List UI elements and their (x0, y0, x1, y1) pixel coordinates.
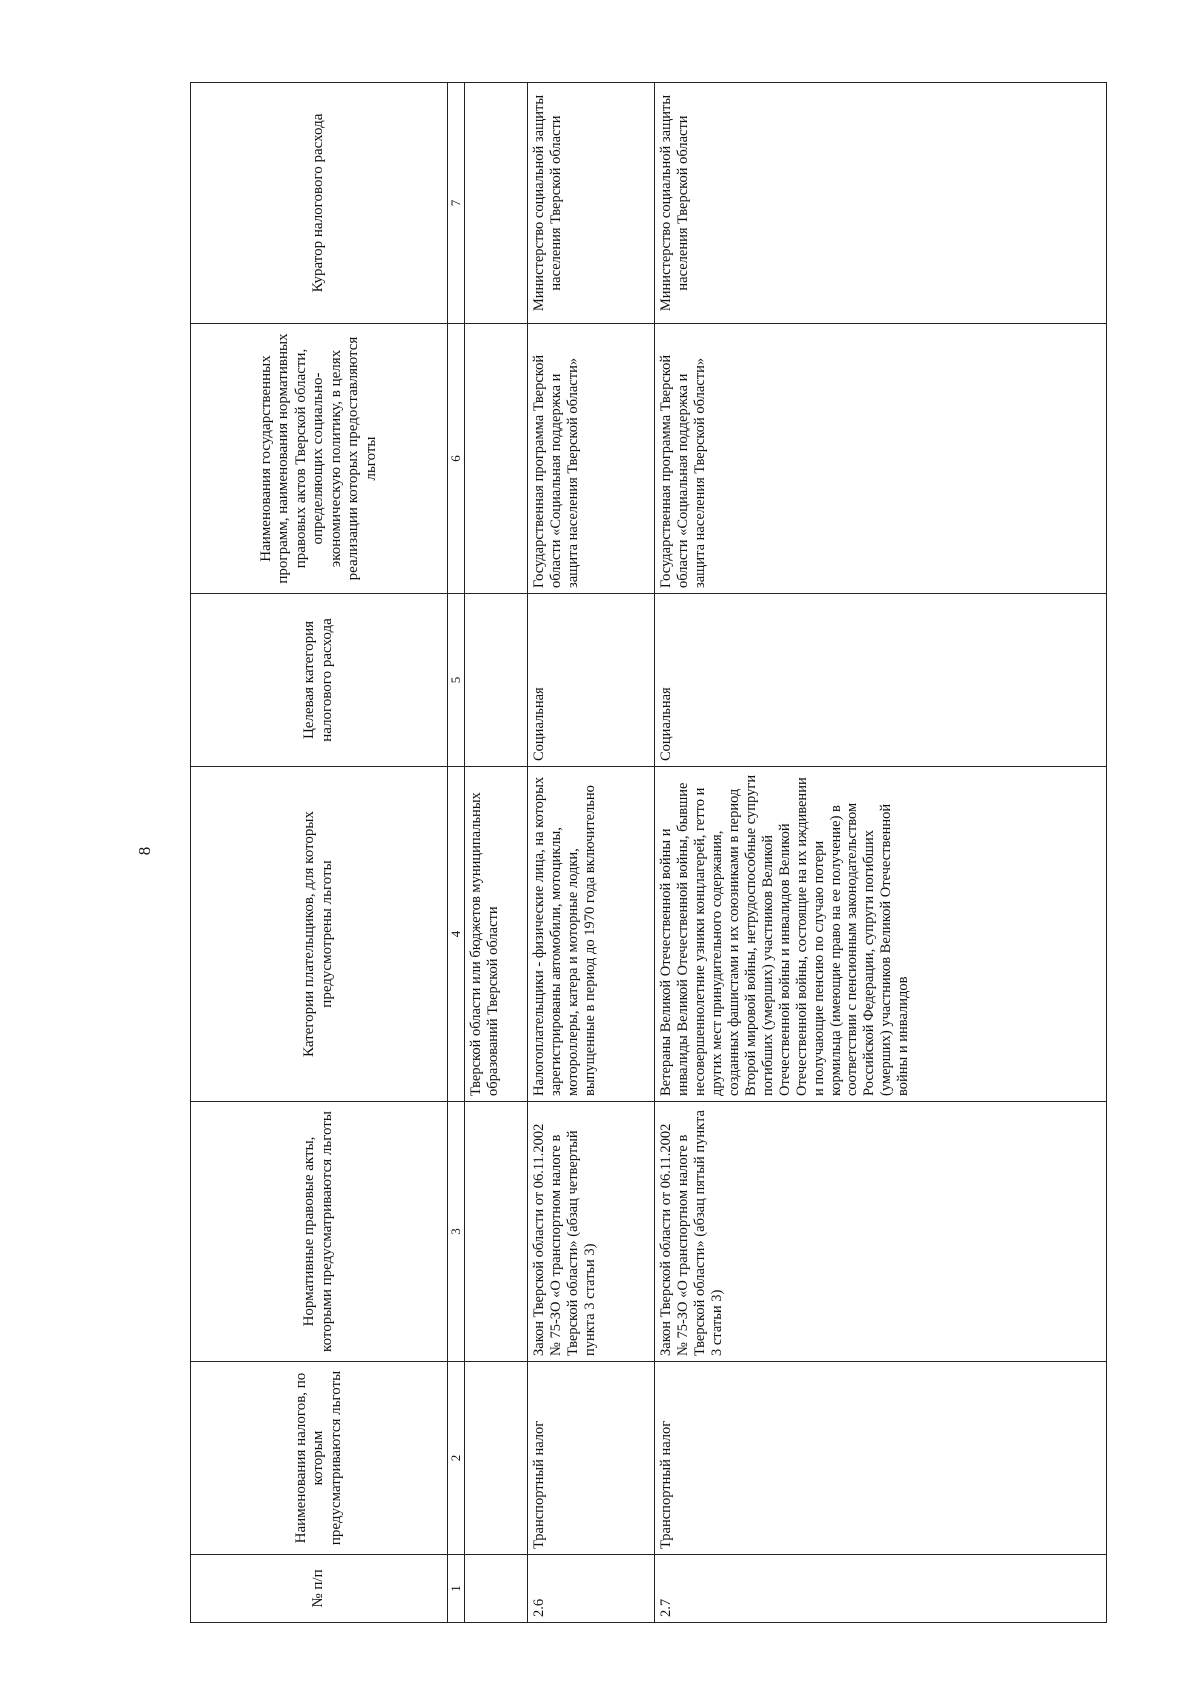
cell-program: Государственная программа Тверской области «Социальная поддержка и защита населения Тверской области» (528, 324, 655, 594)
cell-target (465, 594, 528, 767)
table-row (655, 83, 1107, 1623)
header-tax-name: Наименования налогов, по которым предусматриваются льготы (191, 1362, 448, 1555)
column-number: 5 (448, 594, 465, 767)
table-sheet (190, 83, 1120, 1623)
column-number: 2 (448, 1362, 465, 1555)
header-target-category: Целевая категория налогового расхода (191, 594, 448, 767)
table-row (528, 83, 655, 1623)
header-curator: Куратор налогового расхода (191, 83, 448, 324)
column-number: 7 (448, 83, 465, 324)
cell-target: Социальная (528, 594, 655, 767)
cell-curator (465, 83, 528, 324)
tax-expenditure-table (190, 82, 1107, 1623)
cell-target: Социальная (655, 594, 1107, 767)
cell-tax (465, 1362, 528, 1555)
column-number: 6 (448, 324, 465, 594)
cell-program: Государственная программа Тверской области «Социальная поддержка и защита населения Тверской области» (655, 324, 1107, 594)
column-number: 3 (448, 1102, 465, 1362)
column-number: 4 (448, 767, 465, 1102)
cell-curator: Министерство социальной защиты населения Тверской области (655, 83, 1107, 324)
page-number: 8 (135, 846, 154, 856)
cell-act: Закон Тверской области от 06.11.2002 № 75-ЗО «О транспортном налоге в Тверской области» (абзац четвертый пункта 3 статьи 3) (528, 1102, 655, 1362)
cell-tax: Транспортный налог (528, 1362, 655, 1555)
cell-tax: Транспортный налог (655, 1362, 1107, 1555)
table-header-row (191, 83, 448, 1623)
header-payer-categories: Категории плательщиков, для которых предусмотрены льготы (191, 767, 448, 1102)
column-number-row (448, 83, 465, 1623)
cell-number (465, 1555, 528, 1623)
cell-curator: Министерство социальной защиты населения Тверской области (528, 83, 655, 324)
cell-act (465, 1102, 528, 1362)
cell-act: Закон Тверской области от 06.11.2002 № 75-ЗО «О транспортном налоге в Тверской области» (абзац пятый пункта 3 статьи 3) (655, 1102, 1107, 1362)
cell-categories: Тверской области или бюджетов муниципальных образований Тверской области (465, 767, 528, 1102)
cell-number: 2.7 (655, 1555, 1107, 1623)
header-legal-act: Нормативные правовые акты, которыми предусматриваются льготы (191, 1102, 448, 1362)
cell-categories: Ветераны Великой Отечественной войны и инвалиды Великой Отечественной войны, бывшие несовершеннолетние узники концлагерей, гетто и других мест принудительного содержания, созданных фашистами и их союзниками в период Второй мировой войны, нетрудоспособные супруги погибших (умерших) участников Великой Отечественной войны и инвалидов Великой Отечественной войны, состоящие на их иждивении и получающие пенсию по случаю потери кормильца (имеющие право на ее получение) в соответствии с пенсионным законодательством Российской Федерации, супруги погибших (умерших) участников Великой Отечественной войны и инвалидов (655, 767, 1107, 1102)
table-row-continuation (465, 83, 528, 1623)
header-number: № п/п (191, 1555, 448, 1623)
column-number: 1 (448, 1555, 465, 1623)
cell-program (465, 324, 528, 594)
cell-number: 2.6 (528, 1555, 655, 1623)
header-state-programs: Наименования государственных программ, наименования нормативных правовых актов Тверской области, определяющих социально-экономическую политику, в целях реализации которых предоставляются льготы (191, 324, 448, 594)
cell-categories: Налогоплательщики - физические лица, на которых зарегистрированы автомобили, мотоциклы, мотороллеры, катера и моторные лодки, выпущенные в период до 1970 года включительно (528, 767, 655, 1102)
